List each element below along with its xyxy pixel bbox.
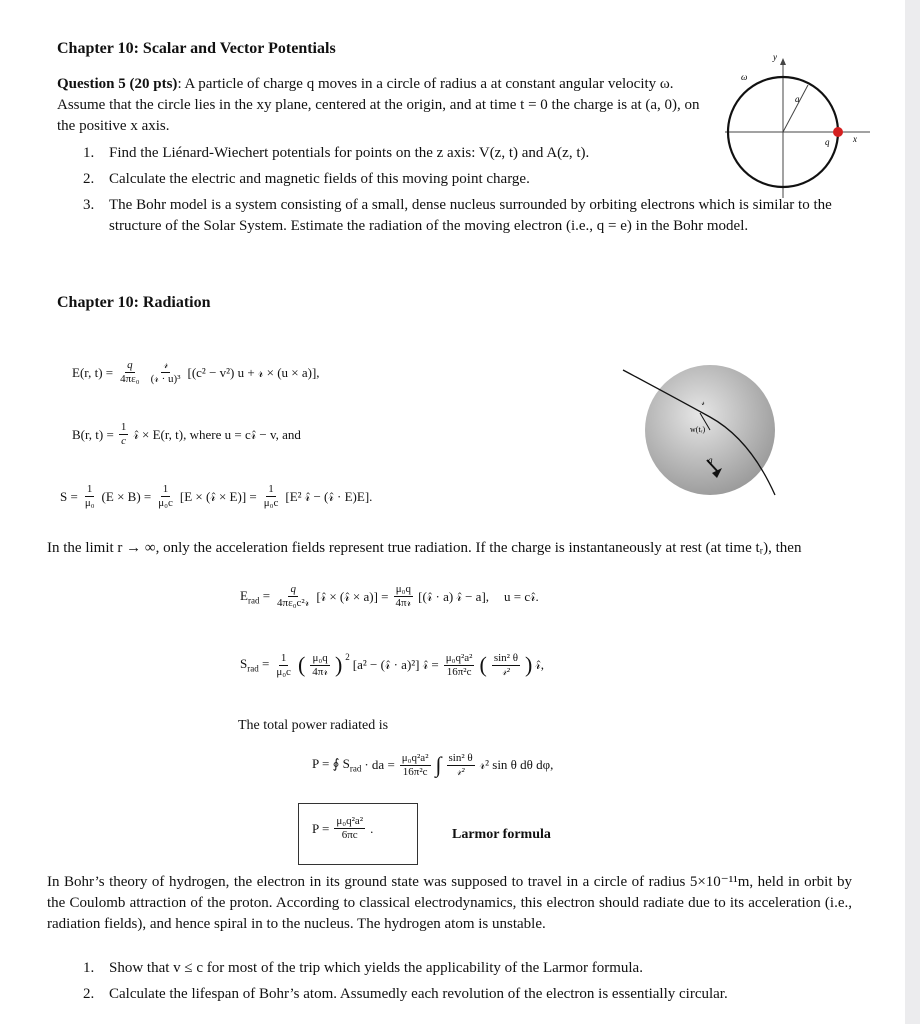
paren-close: ) — [524, 652, 533, 677]
larmor-formula — [312, 816, 373, 841]
radius-label: a — [795, 94, 800, 104]
poynting-vector-equation — [60, 484, 372, 509]
q-label: q — [708, 455, 713, 465]
fraction — [149, 360, 183, 385]
denominator: 16π²c — [402, 765, 428, 778]
numerator: 1 — [280, 651, 287, 664]
denominator: 4π𝓇 — [395, 597, 412, 609]
magnetic-field-equation — [72, 422, 301, 447]
denominator: (𝓇 · u)³ — [150, 373, 181, 385]
radiation-electric-field-equation — [240, 584, 539, 609]
w-label: w(tᵣ) — [690, 425, 706, 434]
item-text: Calculate the lifespan of Bohr’s atom. Assumedly each revolution of the electron is essentially circular. — [109, 986, 728, 1002]
denominator: 𝓇² — [456, 765, 465, 778]
denominator: 𝓇² — [501, 665, 510, 678]
bohr-paragraph: In Bohr’s theory of hydrogen, the electron in its ground state was supposed to travel in a circle of radius 5×10⁻¹¹m, held in orbit by the Coulomb attraction of the proton. According to classical electrodynamics, this electron should radiate due to its acceleration (i.e., radiation fields), and hence spiral in to the nucleus. The hydrogen atom is unstable. — [47, 874, 852, 932]
omega-label: ω — [741, 72, 748, 82]
list-item — [57, 958, 817, 979]
numerator: sin² θ — [493, 651, 518, 664]
denominator: 4πε₀ — [120, 373, 140, 385]
item-text: Find the Liénard-Wiechert potentials for points on the z axis: V(z, t) and A(z, t). — [109, 145, 590, 161]
radius-line — [783, 85, 808, 132]
numerator: q — [290, 583, 296, 595]
numerator: sin² θ — [448, 751, 473, 764]
eq-lhs: B(r, t) = — [72, 426, 114, 442]
eq-lhs: S = — [60, 488, 78, 504]
numerator: 1 — [120, 421, 127, 433]
denominator: c — [121, 435, 127, 447]
item-number: 1. — [83, 960, 95, 976]
eq-term: [a² − (𝓇̂ · a)²] 𝓇̂ = — [352, 657, 439, 672]
eq-lhs: $E_{rad}$ = — [240, 587, 271, 606]
numerator: 𝓇 — [163, 359, 168, 371]
charge-dot — [833, 127, 843, 137]
paren-close: ) — [334, 652, 343, 677]
chapter-heading-radiation: Chapter 10: Radiation — [57, 294, 211, 311]
subscript: rad — [247, 595, 260, 606]
eq-term: · da = — [364, 757, 395, 772]
radiation-sphere-figure — [615, 355, 795, 505]
fraction — [118, 360, 142, 385]
eq-rhs: [(c² − v²) u + 𝓇 × (u × a)], — [187, 364, 320, 380]
x-label: x — [853, 134, 857, 144]
fraction — [275, 584, 311, 609]
question-label: Question 5 (20 pts) — [57, 76, 178, 92]
radiation-poynting-equation — [240, 652, 544, 678]
item-number: 1. — [83, 145, 95, 161]
item-text: Show that v ≤ c for most of the trip which yields the applicability of the Larmor formula. — [109, 960, 643, 976]
denominator: μ₀c — [276, 665, 291, 678]
fraction — [447, 753, 475, 778]
numerator: μ₀q²a² — [401, 751, 429, 764]
symbol: E — [240, 587, 248, 603]
question-5-text — [57, 74, 717, 137]
numerator: 1 — [162, 483, 169, 495]
fraction — [310, 653, 330, 678]
fraction — [444, 653, 475, 678]
fraction — [83, 484, 97, 509]
eq-lhs: $S_{rad}$ = — [240, 656, 270, 674]
list-item — [57, 984, 817, 1005]
eq-term: [E² 𝓇̂ − (𝓇̂ · E)E]. — [285, 488, 373, 504]
subscript: rad — [349, 763, 362, 774]
fraction — [156, 484, 175, 509]
fraction — [492, 653, 520, 678]
numerator: μ₀q — [395, 583, 411, 595]
numerator: μ₀q²a² — [336, 815, 364, 827]
scroll-gutter — [905, 0, 920, 1024]
larmor-label: Larmor formula — [452, 827, 551, 842]
fraction — [400, 753, 431, 778]
fraction — [394, 584, 414, 609]
denominator: 6πc — [341, 829, 358, 841]
question-body: : A particle of charge q moves in a circle of radius a at constant angular velocity ω. Assume that the circle lies in the xy plane, centered at the origin, and at time t = 0 the charge is at (a, 0), on the positive x axis. — [57, 76, 700, 134]
denominator: μ₀c — [263, 497, 279, 509]
eq-term: 𝓇² sin θ dθ dφ, — [479, 757, 554, 772]
paren-open: ( — [297, 652, 306, 677]
eq-term: (E × B) = — [101, 488, 152, 504]
symbol: P = ∮ S — [312, 756, 350, 772]
integral-sign: ∫ — [435, 752, 442, 777]
fraction — [262, 484, 281, 509]
radiation-question-list — [57, 958, 817, 1010]
circular-orbit-figure — [725, 50, 875, 200]
eq-term: 𝓇̂, — [535, 657, 544, 672]
eq-term: [𝓇̂ × (𝓇̂ × a)] = — [316, 588, 389, 604]
y-axis-arrow — [780, 58, 786, 65]
eq-lhs: P = — [312, 820, 330, 836]
eq-rhs: 𝓇̂ × E(r, t), where u = c𝓇̂ − v, and — [133, 426, 301, 442]
item-number: 2. — [83, 171, 95, 187]
list-item — [57, 195, 847, 237]
eq-term: u = c𝓇̂. — [504, 588, 539, 604]
numerator: q — [127, 359, 133, 371]
item-number: 3. — [83, 197, 95, 213]
numerator: μ₀q²a² — [445, 651, 473, 664]
limit-paragraph: In the limit r → ∞, only the acceleration fields represent true radiation. If the charge is instantaneously at rest (at time tᵣ), then — [47, 540, 802, 556]
item-text: The Bohr model is a system consisting of a small, dense nucleus surrounded by orbiting electrons which is similar to the structure of the Solar System. Estimate the radiation of the moving electron (i.e., q = e) in the Bohr model. — [109, 197, 832, 234]
total-power-equation — [312, 752, 553, 778]
numerator: μ₀q — [312, 651, 328, 664]
fraction — [119, 422, 129, 447]
denominator: μ₀ — [84, 497, 95, 509]
electric-field-equation — [72, 360, 320, 385]
eq-lhs — [312, 756, 361, 774]
item-number: 2. — [83, 986, 95, 1002]
superscript: 2 — [345, 652, 350, 662]
subscript: rad — [247, 663, 259, 674]
numerator: 1 — [86, 483, 93, 495]
denominator: 4π𝓇 — [312, 665, 328, 678]
eq-term: [E × (𝓇̂ × E)] = — [179, 488, 257, 504]
r-label: 𝓇 — [701, 398, 705, 407]
fraction — [334, 816, 365, 841]
numerator: 1 — [268, 483, 274, 495]
chapter-heading-potentials: Chapter 10: Scalar and Vector Potentials — [57, 40, 336, 57]
fraction — [274, 653, 293, 678]
item-text: Calculate the electric and magnetic fields of this moving point charge. — [109, 171, 530, 187]
period: . — [370, 820, 374, 836]
denominator: 4πε₀c²𝓇 — [277, 597, 310, 609]
eq-lhs: E(r, t) = — [72, 364, 114, 380]
denominator: 16π²c — [446, 665, 472, 678]
paren-open: ( — [479, 652, 487, 677]
y-label: y — [773, 52, 777, 62]
eq-term: [(𝓇̂ · a) 𝓇̂ − a], — [418, 588, 490, 604]
charge-label: q — [825, 137, 830, 147]
power-text: The total power radiated is — [238, 718, 389, 733]
denominator: μ₀c — [158, 497, 173, 509]
